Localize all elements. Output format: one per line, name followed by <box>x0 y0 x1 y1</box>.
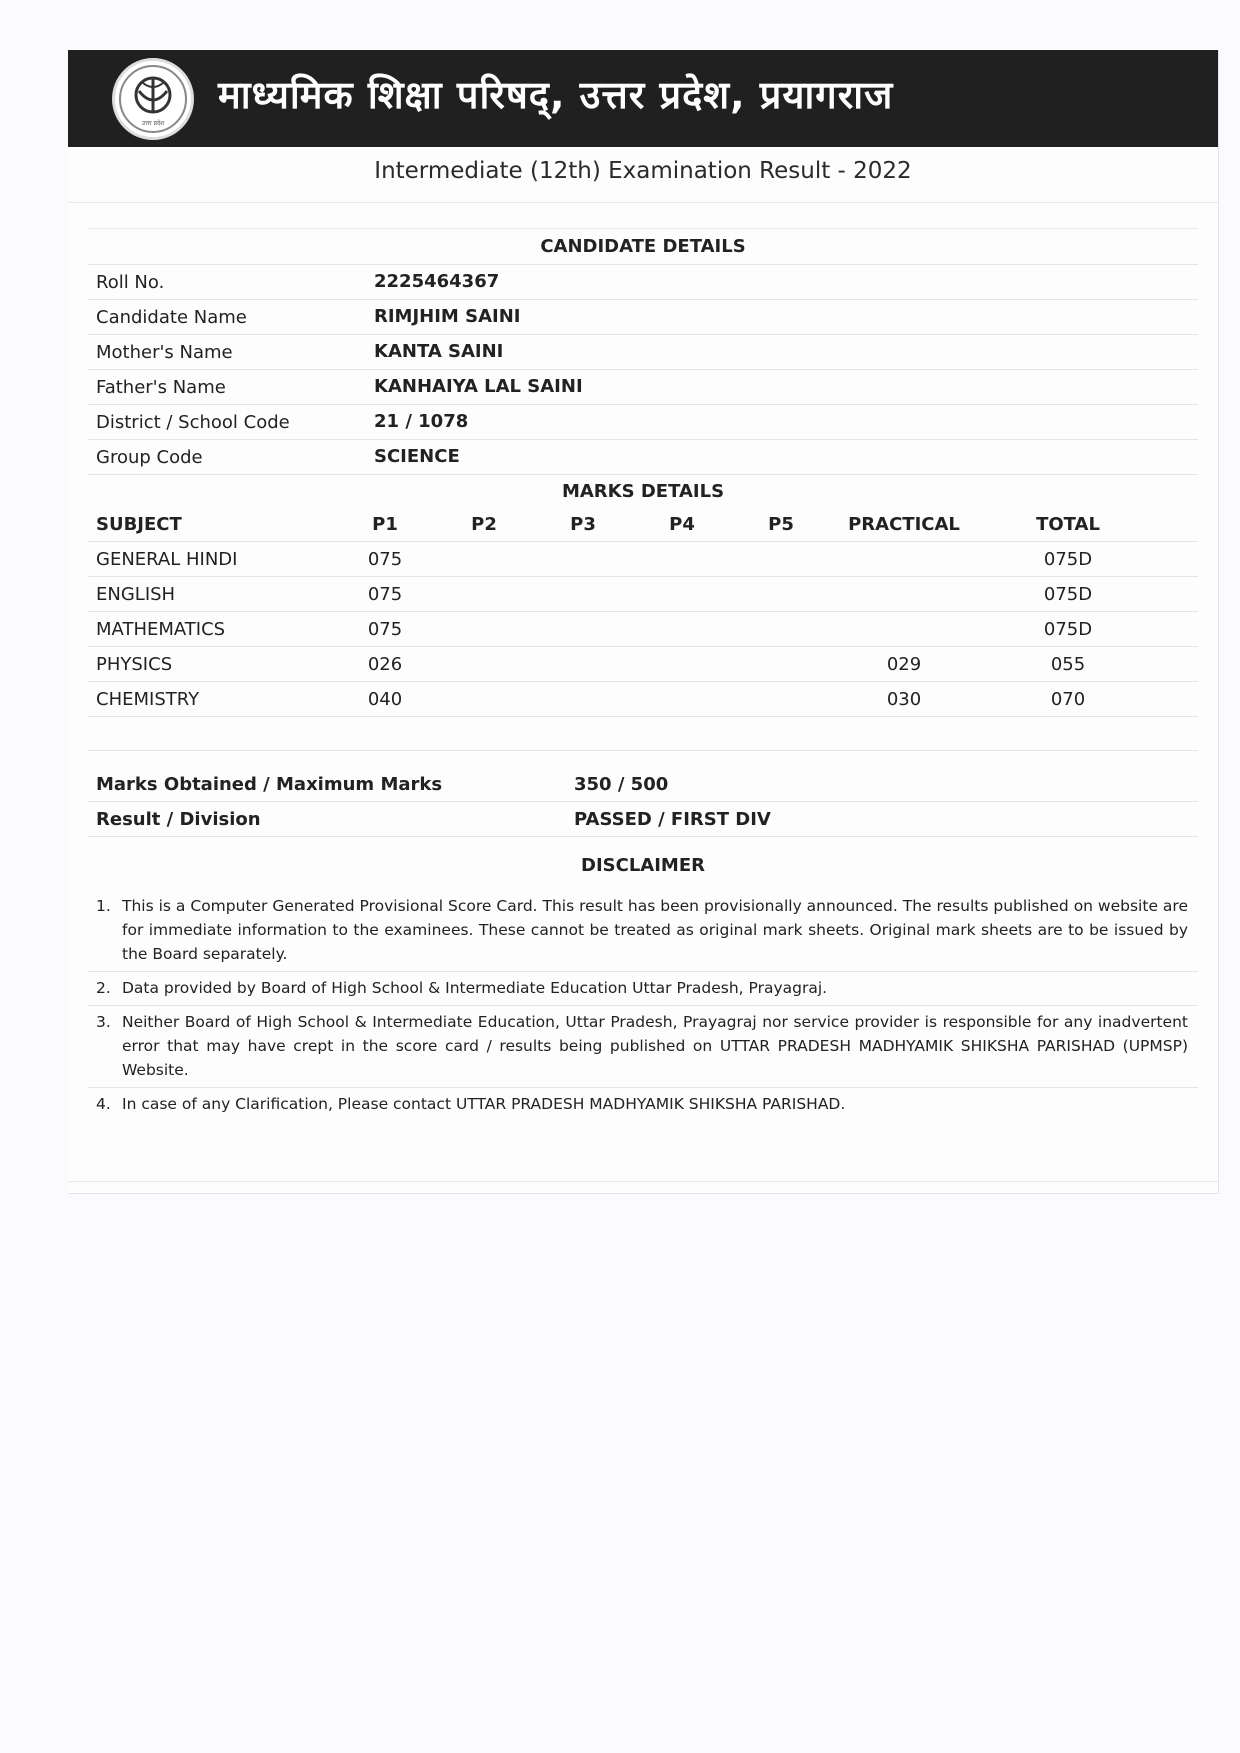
candidate-row-name <box>88 299 1198 335</box>
spacer-row <box>88 716 1198 751</box>
candidate-row-district <box>88 404 1198 440</box>
cell-total: 075D <box>1043 584 1093 605</box>
candidate-row-mother <box>88 334 1198 370</box>
cell-total: 075D <box>1043 619 1093 640</box>
col-header-p5: P5 <box>768 514 794 535</box>
col-header-p4: P4 <box>669 514 695 535</box>
cell-subject: MATHEMATICS <box>96 619 226 640</box>
field-value: 21 / 1078 <box>374 411 469 432</box>
disclaimer-text: Neither Board of High School & Intermediate Education, Uttar Pradesh, Prayagraj nor service provider is responsible for any inadvertent error that may have crept in the score card / results being published on UTTAR PRADESH MADHYAMIK SHIKSHA PARISHAD (UPMSP) Website. <box>122 1013 1188 1079</box>
table-row <box>88 541 1198 577</box>
cell-subject: GENERAL HINDI <box>96 549 238 570</box>
exam-title: Intermediate (12th) Examination Result - 2022 <box>374 158 912 184</box>
table-row <box>88 681 1198 717</box>
disclaimer-item <box>88 1006 1198 1088</box>
divider <box>68 202 1218 203</box>
field-value: SCIENCE <box>374 446 460 467</box>
result-sheet <box>68 50 1219 1194</box>
result-summary-label: Result / Division <box>96 809 261 830</box>
cell-subject: PHYSICS <box>96 654 173 675</box>
disclaimer-text: Data provided by Board of High School & Intermediate Education Uttar Pradesh, Prayagraj. <box>122 979 828 997</box>
candidate-details-heading: CANDIDATE DETAILS <box>88 229 1198 265</box>
cell-practical: 029 <box>886 654 922 675</box>
disclaimer-number: 4. <box>96 1095 111 1113</box>
marks-header-row <box>88 506 1198 542</box>
emblem-text: उत्तर प्रदेश <box>141 120 165 127</box>
cell-practical: 030 <box>886 689 922 710</box>
col-header-p3: P3 <box>570 514 596 535</box>
table-row <box>88 576 1198 612</box>
disclaimer-number: 2. <box>96 979 111 997</box>
cell-p1: 026 <box>367 654 403 675</box>
marks-details-heading: MARKS DETAILS <box>561 481 725 502</box>
cell-p1: 040 <box>367 689 403 710</box>
col-header-p2: P2 <box>471 514 497 535</box>
marks-summary-value: 350 / 500 <box>574 774 669 795</box>
cell-total: 075D <box>1043 549 1093 570</box>
cell-subject: CHEMISTRY <box>96 689 200 710</box>
disclaimer-number: 3. <box>96 1013 111 1031</box>
table-row <box>88 646 1198 682</box>
field-label: Father's Name <box>96 377 226 398</box>
field-label: District / School Code <box>96 412 290 433</box>
cell-p1: 075 <box>367 549 403 570</box>
cell-total: 070 <box>1050 689 1086 710</box>
marks-summary-label: Marks Obtained / Maximum Marks <box>96 774 443 795</box>
table-row <box>88 611 1198 647</box>
field-label: Roll No. <box>96 272 165 293</box>
field-label: Mother's Name <box>96 342 233 363</box>
cell-subject: ENGLISH <box>96 584 176 605</box>
board-title: माध्यमिक शिक्षा परिषद्, उत्तर प्रदेश, प्रयागराज <box>218 73 894 117</box>
cell-p1: 075 <box>367 584 403 605</box>
field-value: RIMJHIM SAINI <box>374 306 521 327</box>
result-summary-value: PASSED / FIRST DIV <box>574 809 771 830</box>
disclaimer-item <box>88 890 1198 972</box>
field-value: KANTA SAINI <box>374 341 504 362</box>
col-header-practical: PRACTICAL <box>848 514 960 535</box>
result-summary-row <box>88 801 1198 837</box>
up-emblem-icon <box>112 58 194 140</box>
board-banner <box>68 50 1218 147</box>
col-header-subject: SUBJECT <box>96 514 182 535</box>
field-value: 2225464367 <box>374 271 500 292</box>
field-label: Candidate Name <box>96 307 247 328</box>
disclaimer-item <box>88 1088 1198 1121</box>
cell-total: 055 <box>1050 654 1086 675</box>
candidate-row-roll <box>88 264 1198 300</box>
disclaimer-heading: DISCLAIMER <box>581 855 705 876</box>
disclaimer-text: This is a Computer Generated Provisional Score Card. This result has been provisionally announced. The results published on website are for immediate information to the examinees. These cannot be treated as original mark sheets. Original mark sheets are to be issued by the Board separately. <box>122 897 1188 963</box>
disclaimer-list <box>88 890 1198 1121</box>
col-header-p1: P1 <box>372 514 398 535</box>
col-header-total: TOTAL <box>1036 514 1100 535</box>
marks-summary-row <box>88 766 1198 802</box>
field-value: KANHAIYA LAL SAINI <box>374 376 583 397</box>
candidate-row-group <box>88 439 1198 475</box>
disclaimer-item <box>88 972 1198 1006</box>
candidate-row-father <box>88 369 1198 405</box>
cell-p1: 075 <box>367 619 403 640</box>
disclaimer-text: In case of any Clarification, Please contact UTTAR PRADESH MADHYAMIK SHIKSHA PARISHAD. <box>122 1095 846 1113</box>
divider <box>68 1181 1218 1182</box>
disclaimer-number: 1. <box>96 897 111 915</box>
field-label: Group Code <box>96 447 203 468</box>
